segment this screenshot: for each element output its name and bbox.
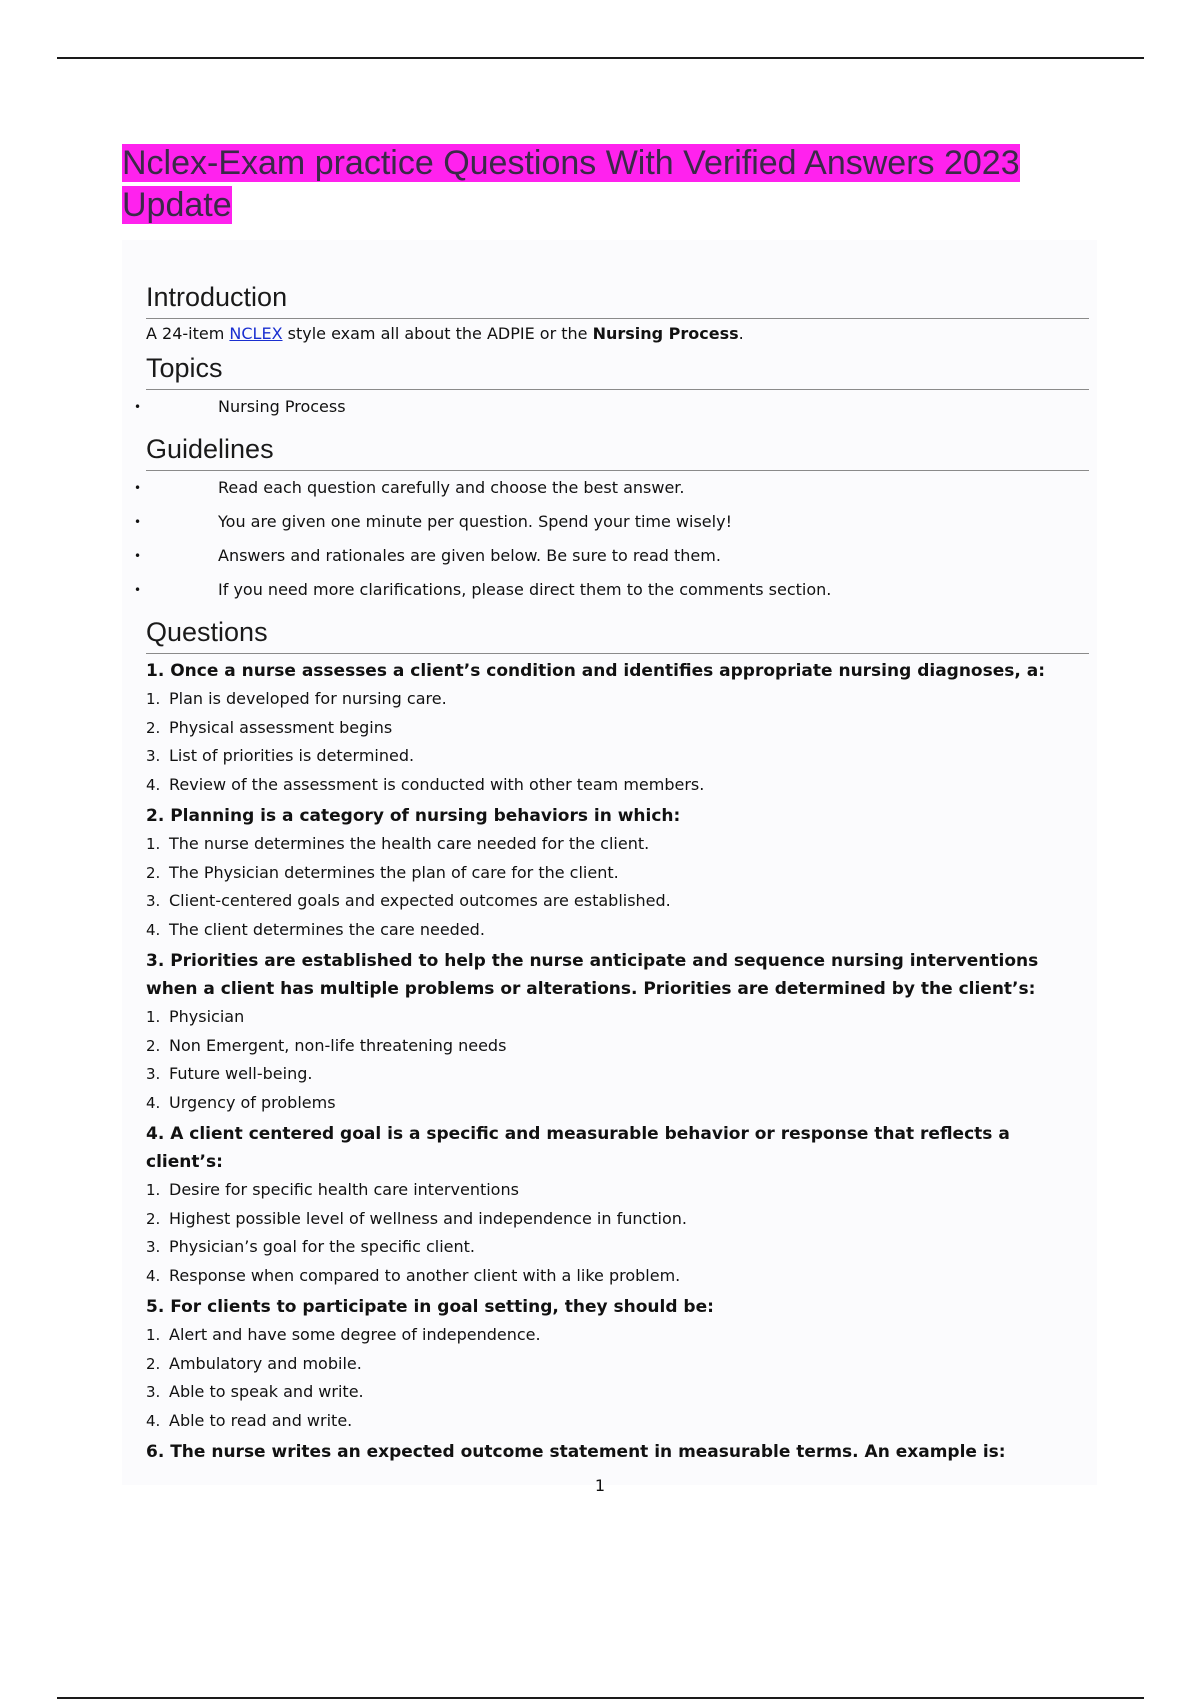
answer-option: 1. Physician xyxy=(146,1007,245,1026)
guidelines-list xyxy=(134,477,1089,601)
question-3 xyxy=(146,947,1089,1117)
list-item: • If you need more clarifications, please direct them to the comments section. xyxy=(134,580,832,599)
question-text: 2. Planning is a category of nursing behaviors in which: xyxy=(146,806,681,826)
answer-option: 2. The Physician determines the plan of care for the client. xyxy=(146,862,619,882)
question-text: 1. Once a nurse assesses a client’s condition and identifies appropriate nursing diagnoses, a: xyxy=(146,661,1046,681)
questions-heading: Questions xyxy=(146,613,1089,654)
answer-option: 1. Alert and have some degree of independence. xyxy=(146,1325,541,1344)
answer-option: 2. Non Emergent, non-life threatening needs xyxy=(146,1035,507,1055)
answer-option: 4. Able to read and write. xyxy=(146,1410,353,1430)
document-title: Nclex-Exam practice Questions With Verified Answers 2023 Update xyxy=(122,144,1020,224)
answer-options xyxy=(146,1321,1089,1435)
topics-heading: Topics xyxy=(146,349,1089,390)
list-item: • Answers and rationales are given below. Be sure to read them. xyxy=(134,546,721,565)
list-item: • Read each question carefully and choose the best answer. xyxy=(134,478,685,497)
answer-options xyxy=(146,830,1089,944)
bullet-icon: • xyxy=(134,515,142,529)
question-text: 5. For clients to participate in goal setting, they should be: xyxy=(146,1297,714,1317)
answer-option: 1. Plan is developed for nursing care. xyxy=(146,689,447,708)
bottom-rule xyxy=(57,1697,1144,1699)
question-2 xyxy=(146,802,1089,944)
answer-option: 4. Response when compared to another client with a like problem. xyxy=(146,1265,681,1285)
answer-option: 1. The nurse determines the health care needed for the client. xyxy=(146,834,650,853)
answer-option: 3. List of priorities is determined. xyxy=(146,746,415,765)
answer-option: 4. Review of the assessment is conducted with other team members. xyxy=(146,774,705,794)
answer-option: 3. Future well-being. xyxy=(146,1064,313,1083)
question-text: 4. A client centered goal is a specific and measurable behavior or response that reflects a client’s: xyxy=(146,1124,1010,1172)
list-item: • You are given one minute per question. Spend your time wisely! xyxy=(134,512,732,531)
bullet-icon: • xyxy=(134,549,142,563)
answer-options xyxy=(146,1176,1089,1290)
answer-option: 3. Client-centered goals and expected outcomes are established. xyxy=(146,891,671,910)
answer-options xyxy=(146,685,1089,799)
answer-option: 4. The client determines the care needed. xyxy=(146,919,485,939)
answer-option: 4. Urgency of problems xyxy=(146,1092,336,1112)
answer-option: 1. Desire for specific health care interventions xyxy=(146,1180,519,1199)
answer-option: 2. Ambulatory and mobile. xyxy=(146,1353,362,1373)
question-text: 6. The nurse writes an expected outcome statement in measurable terms. An example is: xyxy=(146,1442,1006,1462)
nclex-link[interactable]: NCLEX xyxy=(229,324,283,343)
guidelines-heading: Guidelines xyxy=(146,430,1089,471)
bullet-icon: • xyxy=(134,583,142,597)
answer-options xyxy=(146,1003,1089,1117)
introduction-heading: Introduction xyxy=(146,278,1089,319)
question-4 xyxy=(146,1120,1089,1290)
list-item: • Nursing Process xyxy=(134,397,346,416)
question-text: 3. Priorities are established to help the nurse anticipate and sequence nursing interventions when a client has multiple problems or alterations. Priorities are determined by the client’s: xyxy=(146,951,1039,999)
answer-option: 3. Able to speak and write. xyxy=(146,1382,364,1401)
question-1 xyxy=(146,657,1089,799)
topics-list xyxy=(134,396,1089,418)
question-6 xyxy=(146,1438,1089,1466)
question-5 xyxy=(146,1293,1089,1435)
bullet-icon: • xyxy=(134,481,142,495)
answer-option: 3. Physician’s goal for the specific client. xyxy=(146,1237,476,1256)
document-body xyxy=(134,278,1089,1466)
answer-option: 2. Physical assessment begins xyxy=(146,717,393,737)
answer-option: 2. Highest possible level of wellness and independence in function. xyxy=(146,1208,688,1228)
introduction-text: A 24-item NCLEX style exam all about the ADPIE or the Nursing Process. xyxy=(146,324,744,343)
page-number: 1 xyxy=(594,1476,606,1495)
bullet-icon: • xyxy=(134,400,142,414)
top-rule xyxy=(57,57,1144,59)
